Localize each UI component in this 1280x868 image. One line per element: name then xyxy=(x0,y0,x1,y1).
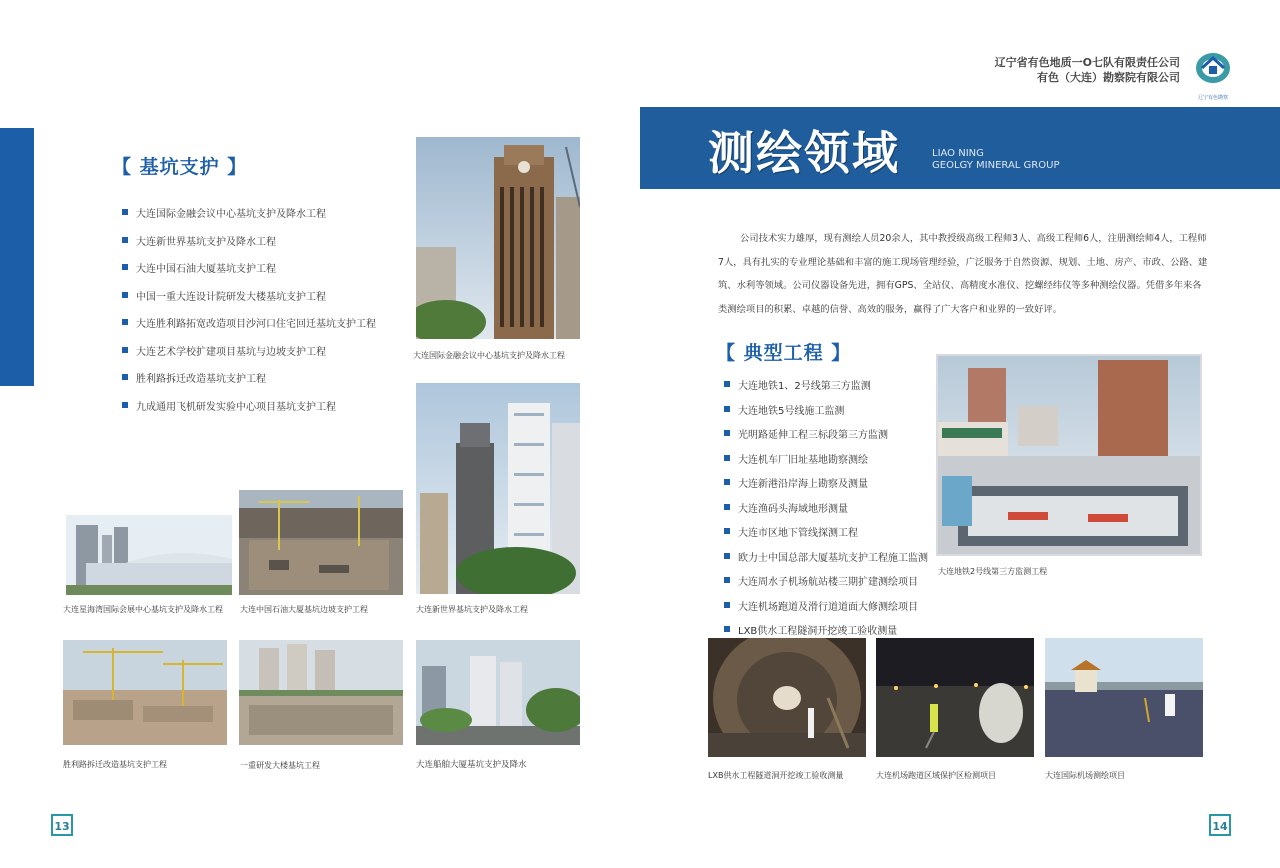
photo-runway-night xyxy=(876,638,1034,757)
company-line-1: 辽宁省有色地质一O七队有限责任公司 xyxy=(994,56,1180,69)
list-item: 大连国际金融会议中心基坑支护及降水工程 xyxy=(122,205,376,220)
caption-airport-survey: 大连国际机场测绘项目 xyxy=(1045,771,1125,780)
photo-shengli-road xyxy=(63,640,227,745)
caption-metro-station: 大连地铁2号线第三方监测工程 xyxy=(938,567,1048,576)
list-item: 大连机车厂旧址基地勘察测绘 xyxy=(724,451,928,466)
foundation-project-list xyxy=(122,205,376,413)
list-item: 大连地铁1、2号线第三方监测 xyxy=(724,377,928,392)
list-item: 欧力士中国总部大厦基坑支护工程施工监测 xyxy=(724,549,928,564)
company-logo xyxy=(1192,50,1234,101)
banner-subtitle xyxy=(932,148,1059,172)
caption-finance-tower: 大连国际金融会议中心基坑支护及降水工程 xyxy=(413,351,565,360)
list-item: 胜利路拆迁改造基坑支护工程 xyxy=(122,370,376,385)
banner-sub-line-2: GEOLGY MINERAL GROUP xyxy=(932,160,1060,171)
caption-shengli-road: 胜利路拆迁改造基坑支护工程 xyxy=(63,760,167,769)
list-item: 大连市区地下管线探测工程 xyxy=(724,524,928,539)
photo-xinghai-expo xyxy=(66,515,232,595)
list-item: 大连机场跑道及滑行道道面大修测绘项目 xyxy=(724,598,928,613)
list-item: LXB供水工程隧洞开挖竣工验收测量 xyxy=(724,622,928,637)
list-item: 九成通用飞机研发实验中心项目基坑支护工程 xyxy=(122,398,376,413)
list-item: 大连中国石油大厦基坑支护工程 xyxy=(122,260,376,275)
caption-new-world: 大连新世界基坑支护及降水工程 xyxy=(416,605,528,614)
photo-metro-station xyxy=(936,354,1202,556)
company-line-2: 有色（大连）勘察院有限公司 xyxy=(1037,71,1180,84)
banner-title: 测绘领域 xyxy=(708,126,900,180)
list-item: 大连渔码头海域地形测量 xyxy=(724,500,928,515)
photo-tunnel xyxy=(708,638,866,757)
page-number-right: 14 xyxy=(1209,814,1231,836)
photo-new-world xyxy=(416,383,580,594)
photo-airport-survey xyxy=(1045,638,1203,757)
caption-tunnel: LXB供水工程隧道洞开挖竣工验收测量 xyxy=(708,771,844,780)
page-number-left: 13 xyxy=(51,814,73,836)
photo-chuanbo xyxy=(416,640,580,745)
intro-paragraph: 公司技术实力雄厚，现有测绘人员20余人，其中教授级高级工程师3人、高级工程师6人，注册测绘师4人，工程师7人，具有扎实的专业理论基础和丰富的施工现场管理经验，广泛服务于自然资源、规划、土地、房产、市政、公路、建筑、水利等领域。公司仪器设备先进，拥有GPS、全站仪、高精度水准仪、挖螺经纬仪等多种测绘仪器。凭借多年来各类测绘项目的积累、卓越的信誉、高效的服务，赢得了广大客户和业界的一致好评。 xyxy=(718,233,1208,315)
list-item: 中国一重大连设计院研发大楼基坑支护工程 xyxy=(122,288,376,303)
list-item: 大连胜利路拓宽改造项目沙河口住宅回迁基坑支护工程 xyxy=(122,315,376,330)
photo-finance-tower xyxy=(416,137,580,339)
company-name xyxy=(995,55,1180,85)
list-item: 大连新港沿岸海上勘察及测量 xyxy=(724,475,928,490)
section-title-typical: 【 典型工程 】 xyxy=(716,342,852,364)
caption-runway-night: 大连机场跑道区域保护区检测项目 xyxy=(876,771,996,780)
photo-yizhong xyxy=(239,640,403,745)
list-item: 大连艺术学校扩建项目基坑与边坡支护工程 xyxy=(122,343,376,358)
list-item: 光明路延伸工程三标段第三方监测 xyxy=(724,426,928,441)
list-item: 大连地铁5号线施工监测 xyxy=(724,402,928,417)
caption-yizhong: 一重研发大楼基坑工程 xyxy=(240,761,320,770)
typical-project-list xyxy=(724,377,928,637)
left-accent-bar xyxy=(0,128,34,386)
caption-xinghai-expo: 大连星海湾国际会展中心基坑支护及降水工程 xyxy=(63,605,223,614)
list-item: 大连新世界基坑支护及降水工程 xyxy=(122,233,376,248)
photo-petro-pit xyxy=(239,490,403,595)
section-title-foundation: 【 基坑支护 】 xyxy=(112,156,248,178)
logo-text: 辽宁有色勘察 xyxy=(1197,95,1228,101)
caption-chuanbo: 大连船舶大厦基坑支护及降水 xyxy=(416,760,527,770)
caption-petro-pit: 大连中国石油大厦基坑边坡支护工程 xyxy=(240,605,368,614)
list-item: 大连周水子机场航站楼三期扩建测绘项目 xyxy=(724,573,928,588)
banner-sub-line-1: LIAO NING xyxy=(932,148,984,159)
